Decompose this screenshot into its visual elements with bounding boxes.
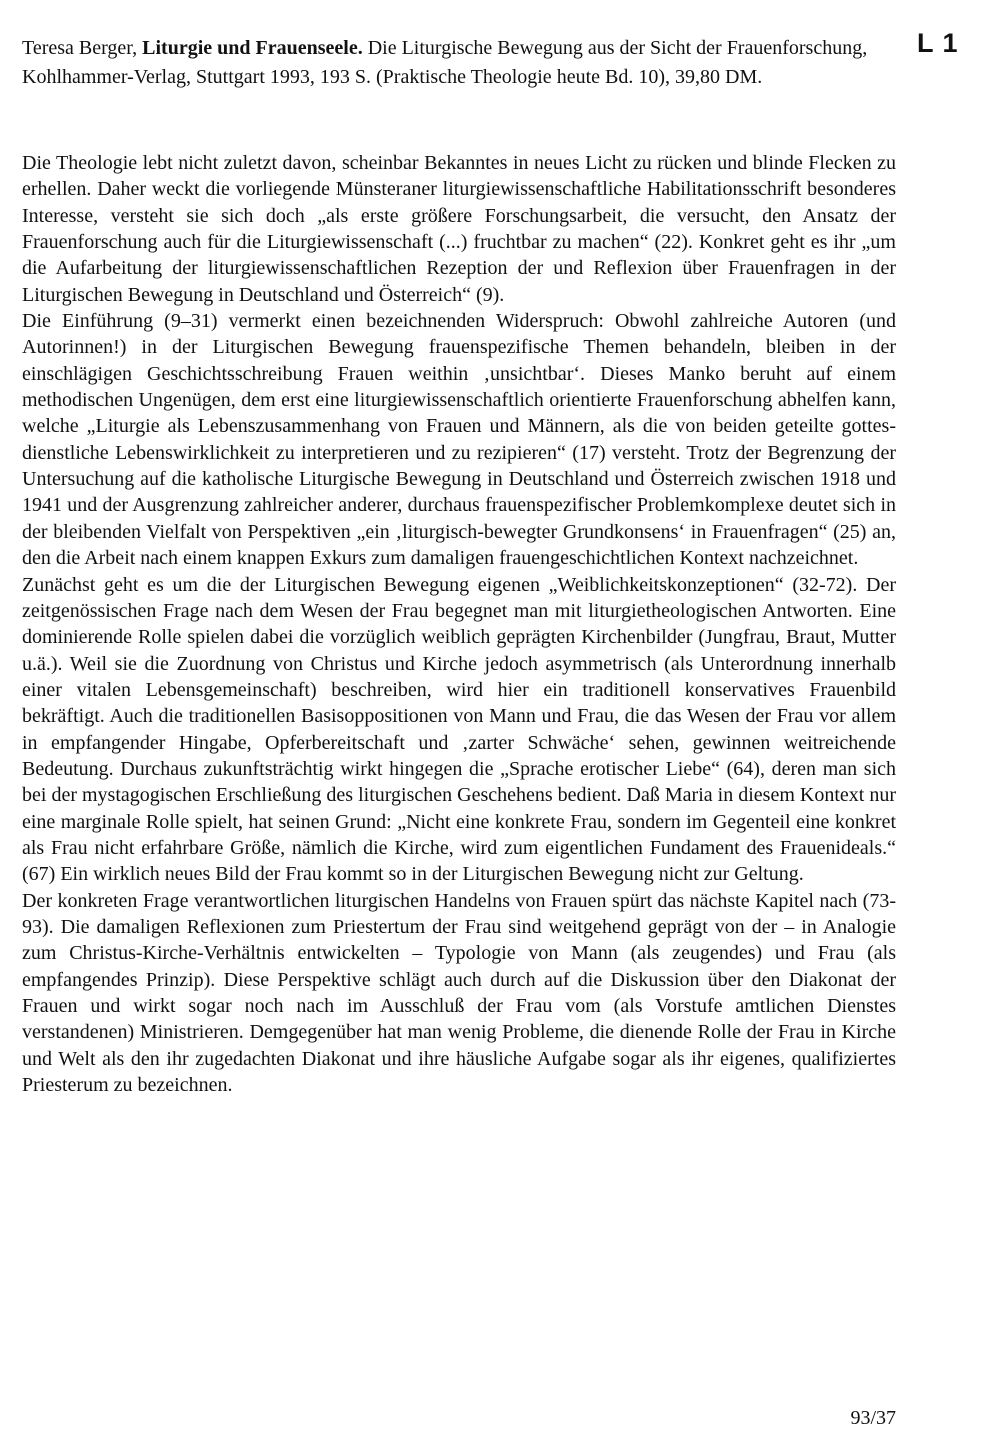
review-paragraph-3: Zunächst geht es um die der Liturgischen Bewegung eigenen „Weiblichkeitskonzeptionen“ (32-72). Der zeitgenössischen Frage nach dem Wesen der Frau begegnet man mit liturgietheologischen Antworten. Eine dominierende Rolle spielen dabei die vorzüglich weiblich geprägten Kirchenbilder (Jungfrau, Braut, Mutter u.ä.). Weil sie die Zuordnung von Christus und Kirche jedoch asymmetrisch (als Unterordnung innerhalb einer vitalen Lebensgemeinschaft) beschreiben, wird hier ein traditionell konservatives Frauenbild bekräftigt. Auch die traditionellen Basisoppositionen von Mann und Frau, die das Wesen der Frau vor allem in empfangender Hingabe, Opferbereitschaft und ‚zarter Schwäche‘ sehen, gewinnen weitreichende Bedeutung. Durchaus zukunftsträchtig wirkt hingegen die „Sprache erotischer Liebe“ (64), deren man sich bei der mystagogischen Erschließung des liturgischen Geschehens bedient. Daß Maria in diesem Kontext nur eine marginale Rolle spielt, hat seinen Grund: „Nicht eine konkrete Frau, sondern im Gegenteil eine konkret als Frau nicht erfahrbare Größe, nämlich die Kirche, wird zum eigentlichen Fundament des Frauenideals.“ (67) Ein wirklich neues Bild der Frau kommt so in der Liturgischen Bewegung nicht zur Geltung.	[22, 573, 896, 886]
citation-title: Liturgie und Frauenseele.	[142, 37, 363, 59]
reference-tag: L 1	[917, 28, 959, 58]
review-body	[22, 150, 896, 1098]
book-citation	[22, 34, 900, 91]
page-number: 93/37	[850, 1407, 896, 1429]
citation-author: Teresa Berger,	[22, 37, 138, 59]
review-paragraph-4: Der konkreten Frage verantwortlichen liturgischen Handelns von Frauen spürt das nächste Kapitel nach (73-93). Die damaligen Reflexionen zum Priestertum der Frau sind weitgehend geprägt von der – in Analogie zum Christus-Kirche-Verhältnis entwickelten – Typologie von Mann (als zeugendes) und Frau (als empfangendes Prinzip). Diese Perspektive schlägt auch durch auf die Diskussion über den Diakonat der Frauen und wirkt sogar noch nach im Ausschluß der Frau vom (als Vorstufe amtlichen Dienstes verstandenen) Ministrieren. Demgegenüber hat man wenig Probleme, die dienende Rolle der Frau in Kirche und Welt als den ihr zugedachten Diakonat und ihre häusliche Aufgabe sogar als ihr eigenes, qualifiziertes Priesterum zu bezeichnen.	[22, 889, 896, 1097]
citation-details: Die Liturgische Bewegung aus der Sicht der Frauenforschung, Kohlhammer-Verlag, Stuttgart 1993, 193 S. (Praktische Theologie heute Bd. 10), 39,80 DM.	[22, 37, 868, 88]
review-paragraph-2: Die Einführung (9–31) vermerkt einen bezeichnenden Widerspruch: Obwohl zahlreiche Autoren (und Autorinnen!) in der Liturgischen Bewegung frauenspezifische Themen behandeln, bleiben in der einschlägigen Geschichtsschreibung Frauen weithin ‚unsichtbar‘. Dieses Manko beruht auf einem methodischen Ungenügen, dem erst eine liturgiewissenschaftlich orientierte Frauenforschung abhelfen kann, welche „Liturgie als Lebenszusammenhang von Frauen und Männern, als die von beiden geteilte gottesdienstliche Lebenswirklichkeit zu interpretieren und zu rezipieren“ (17) versteht. Trotz der Begrenzung der Untersuchung auf die katholische Liturgische Bewegung in Deutschland und Österreich zwischen 1918 und 1941 und der Ausgrenzung zahlreicher anderer, durchaus frauenspezifischer Problemkomplexe deutet sich in der bleibenden Vielfalt von Perspektiven „ein ‚liturgisch-bewegter Grundkonsens‘ in Frauenfragen“ (25) an, den die Arbeit nach einem knappen Exkurs zum damaligen frauengeschichtlichen Kontext nachzeichnet.	[22, 310, 896, 570]
review-paragraph-1: Die Theologie lebt nicht zuletzt davon, scheinbar Bekanntes in neues Licht zu rücken und blinde Flecken zu erhellen. Daher weckt die vorliegende Münsteraner liturgiewissenschaftliche Habilitationsschrift besonderes Interesse, versteht sie sich doch „als erste größere Forschungsarbeit, die versucht, den Ansatz der Frauenforschung auch für die Liturgiewissenschaft (...) fruchtbar zu machen“ (22). Konkret geht es ihr „um die Aufarbeitung der liturgiewissenschaftlichen Rezeption der und Reflexion über Frauenfragen in der Liturgischen Bewegung in Deutschland und Österreich“ (9).	[22, 152, 896, 306]
